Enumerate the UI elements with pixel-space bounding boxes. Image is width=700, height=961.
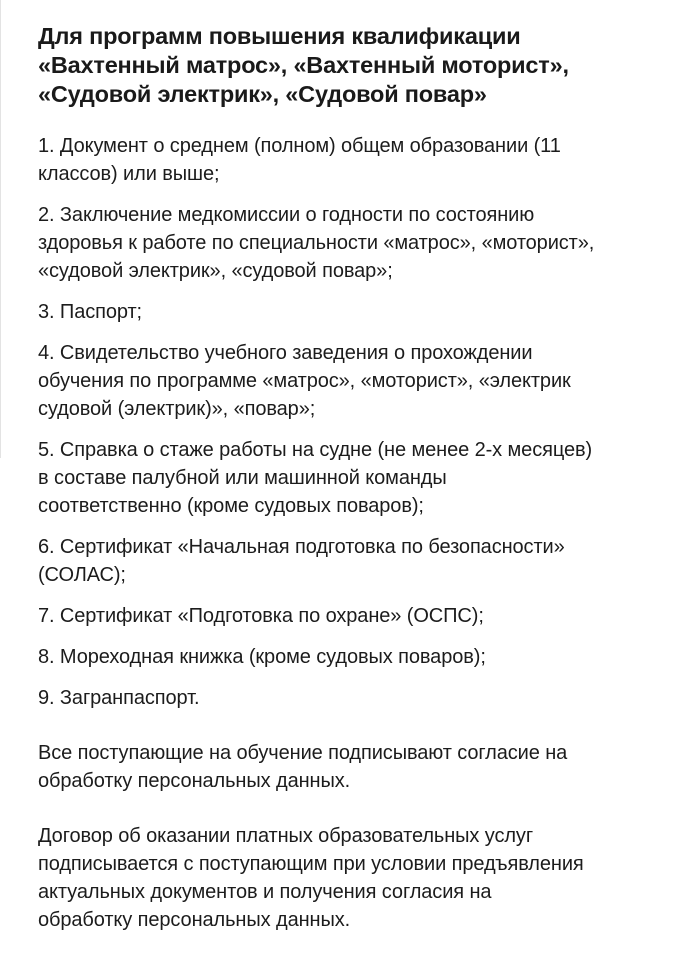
list-item: 5. Справка о стаже работы на судне (не менее 2-х месяцев) в составе палубной или машинной команды соответственно (кроме судовых поваров);: [38, 439, 593, 517]
consent-note: Все поступающие на обучение подписывают согласие на обработку персональных данных.: [38, 742, 568, 792]
list-item: 2. Заключение медкомиссии о годности по состоянию здоровья к работе по специальности «матрос», «моторист», «судовой электрик», «судовой повар»;: [38, 204, 595, 282]
document-content: [38, 22, 690, 961]
list-item: 8. Мореходная книжка (кроме судовых поваров);: [38, 646, 486, 668]
list-item: 7. Сертификат «Подготовка по охране» (ОСПС);: [38, 605, 484, 627]
list-item: 9. Загранпаспорт.: [38, 687, 200, 709]
list-item: 1. Документ о среднем (полном) общем образовании (11 классов) или выше;: [38, 135, 561, 185]
required-documents-list: [38, 132, 690, 712]
list-item: 3. Паспорт;: [38, 301, 142, 323]
left-edge-divider: [0, 0, 1, 458]
contract-note: Договор об оказании платных образовательных услуг подписывается с поступающим при условии предъявления актуальных документов и получения согласия на обработку персональных данных.: [38, 825, 584, 931]
list-item: 6. Сертификат «Начальная подготовка по безопасности» (СОЛАС);: [38, 536, 565, 586]
section-heading: Для программ повышения квалификации «Вахтенный матрос», «Вахтенный моторист», «Судовой электрик», «Судовой повар»: [38, 23, 569, 107]
list-item: 4. Свидетельство учебного заведения о прохождении обучения по программе «матрос», «моторист», «электрик судовой (электрик)», «повар»;: [38, 342, 571, 420]
